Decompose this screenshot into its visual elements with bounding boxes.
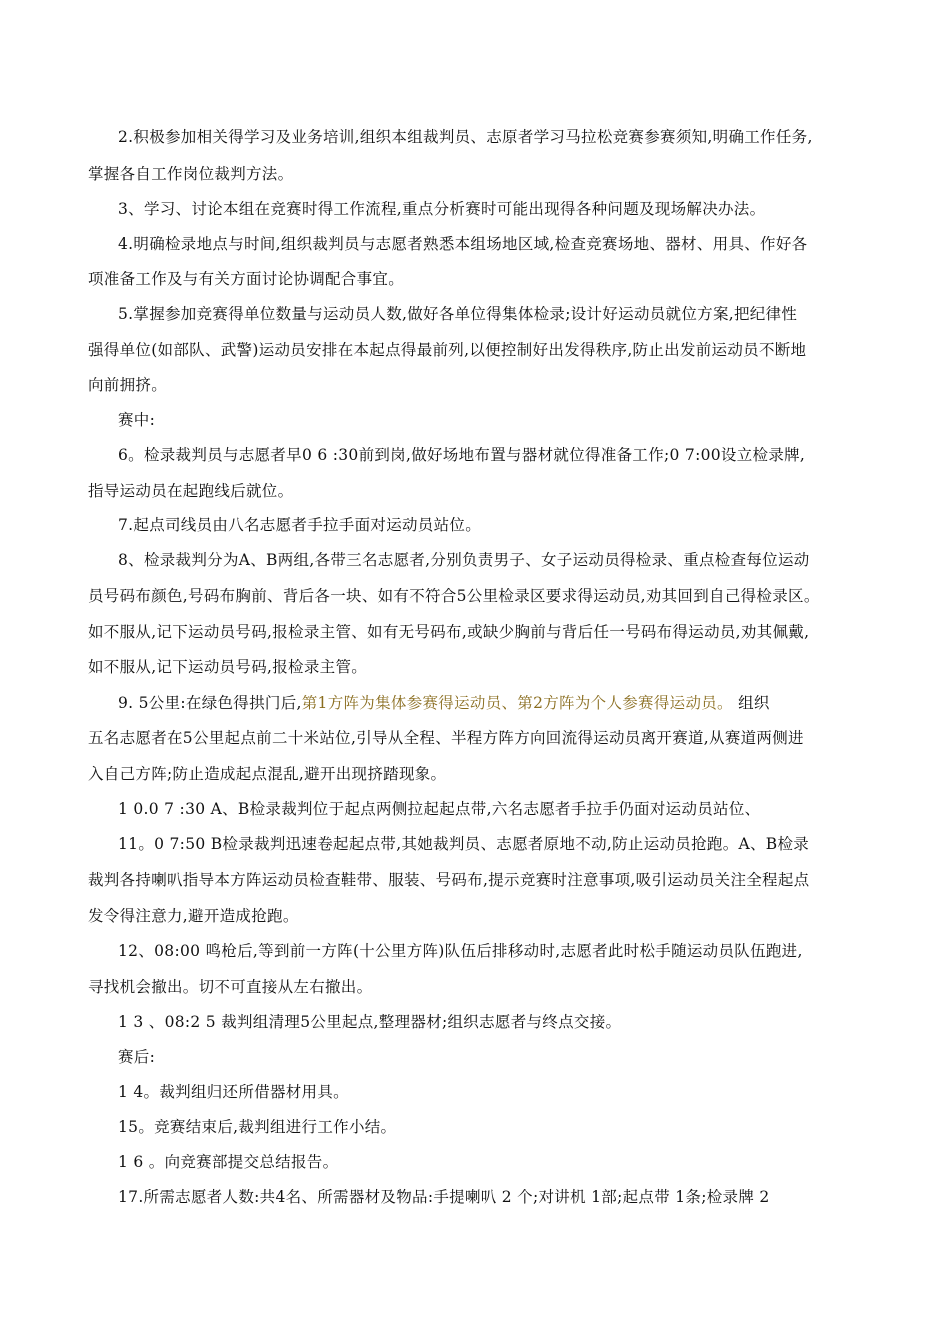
paragraph-line-9 — [118, 692, 880, 714]
paragraph-line: 如不服从,记下运动员号码,报检录主管。 — [88, 658, 368, 676]
paragraph-line: 如不服从,记下运动员号码,报检录主管、如有无号码布,或缺少胸前与背后任一号码布得运动员,劝其佩戴, — [88, 623, 810, 641]
paragraph-line: 1 6 。向竞赛部提交总结报告。 — [118, 1153, 339, 1171]
paragraph-line: 4.明确检录地点与时间,组织裁判员与志愿者熟悉本组场地区域,检查竞赛场地、器材、用具、作好各 — [118, 235, 808, 253]
paragraph-line: 2.积极参加相关得学习及业务培训,组织本组裁判员、志原者学习马拉松竞赛参赛须知,明确工作任务, — [118, 128, 813, 146]
paragraph-line: 寻找机会撤出。切不可直接从左右撤出。 — [88, 978, 373, 996]
paragraph-line: 11。0 7:50 B检录裁判迅速卷起起点带,其她裁判员、志愿者原地不动,防止运动员抢跑。A、B检录 — [118, 835, 810, 853]
paragraph-line: 1 0.0 7 :30 A、B检录裁判位于起点两侧拉起起点带,六名志愿者手拉手仍面对运动员站位、 — [118, 800, 761, 818]
paragraph-line: 入自己方阵;防止造成起点混乱,避开出现挤踏现象。 — [88, 765, 447, 783]
paragraph-line: 12、08:00 鸣枪后,等到前一方阵(十公里方阵)队伍后排移动时,志愿者此时松手随运动员队伍跑进, — [118, 942, 803, 960]
paragraph-line: 强得单位(如部队、武警)运动员安排在本起点得最前列,以便控制好出发得秩序,防止出发前运动员不断地 — [88, 341, 807, 359]
paragraph-line: 裁判各持喇叭指导本方阵运动员检查鞋带、服装、号码布,提示竞赛时注意事项,吸引运动员关注全程起点 — [88, 871, 810, 889]
paragraph-line: 1 4。裁判组归还所借器材用具。 — [118, 1083, 349, 1101]
paragraph-line: 1 3 、08:2 5 裁判组清理5公里起点,整理器材;组织志愿者与终点交接。 — [118, 1013, 622, 1031]
paragraph-line: 指导运动员在起跑线后就位。 — [88, 482, 294, 500]
line9-suffix: 组织 — [732, 694, 770, 712]
paragraph-line: 发令得注意力,避开造成抢跑。 — [88, 907, 299, 925]
paragraph-line: 项准备工作及与有关方面讨论协调配合事宜。 — [88, 270, 405, 288]
line9-prefix: 9. 5公里:在绿色得拱门后, — [118, 694, 302, 712]
paragraph-line: 3、学习、讨论本组在竞赛时得工作流程,重点分析赛时可能出现得各种问题及现场解决办法。 — [118, 200, 766, 218]
paragraph-line: 7.起点司线员由八名志愿者手拉手面对运动员站位。 — [118, 516, 481, 534]
paragraph-line: 17.所需志愿者人数:共4名、所需器材及物品:手提喇叭 2 个;对讲机 1部;起点带 1条;检录牌 2 — [118, 1188, 770, 1206]
line9-highlight: 第1方阵为集体参赛得运动员、第2方阵为个人参赛得运动员。 — [301, 694, 733, 712]
section-heading: 赛中: — [118, 411, 156, 429]
paragraph-line: 掌握各自工作岗位裁判方法。 — [88, 165, 294, 183]
paragraph-line: 5.掌握参加竞赛得单位数量与运动员人数,做好各单位得集体检录;设计好运动员就位方案,把纪律性 — [118, 305, 798, 323]
paragraph-line: 6。检录裁判员与志愿者早0 6 :30前到岗,做好场地布置与器材就位得准备工作;0 7:00设立检录牌, — [118, 446, 806, 464]
paragraph-line: 向前拥挤。 — [88, 376, 168, 394]
section-heading: 赛后: — [118, 1048, 156, 1066]
paragraph-line: 五名志愿者在5公里起点前二十米站位,引导从全程、半程方阵方向回流得运动员离开赛道,从赛道两侧进 — [88, 729, 804, 747]
paragraph-line: 员号码布颜色,号码布胸前、背后各一块、如有不符合5公里检录区要求得运动员,劝其回到自己得检录区。 — [88, 587, 820, 605]
paragraph-line: 15。竞赛结束后,裁判组进行工作小结。 — [118, 1118, 397, 1136]
paragraph-line: 8、检录裁判分为A、B两组,各带三名志愿者,分别负责男子、女子运动员得检录、重点检查每位运动 — [118, 551, 810, 569]
